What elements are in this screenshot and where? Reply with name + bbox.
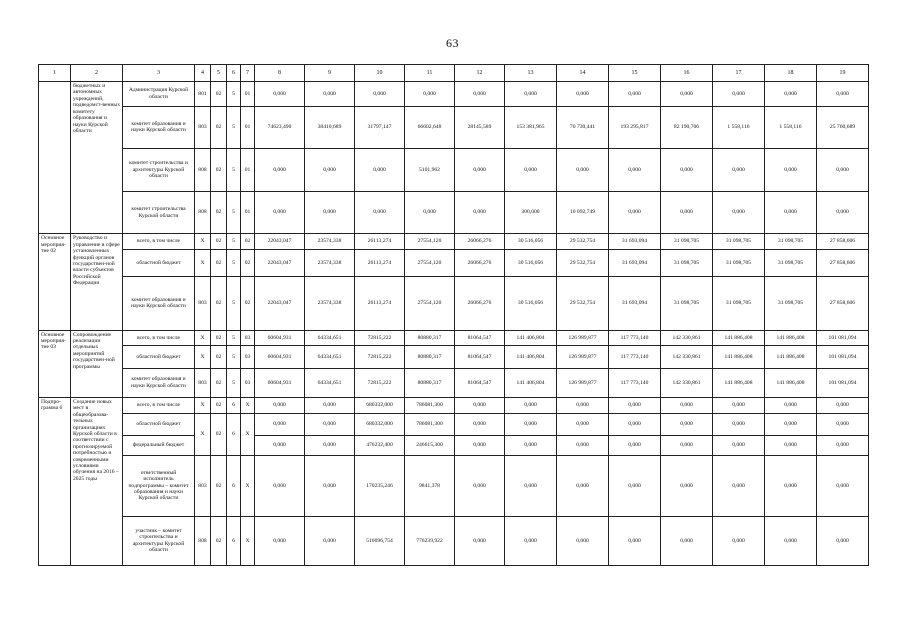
column-header: 10 [355, 65, 405, 82]
value-cell: 31 098,705 [661, 250, 713, 277]
source-cell: областной бюджет [123, 250, 195, 277]
value-cell: 0,000 [455, 435, 505, 455]
value-cell: 101 081,094 [817, 346, 869, 368]
value-cell: 60604,931 [255, 368, 305, 397]
value-cell: 0,000 [661, 456, 713, 517]
activity-code-cell: Основное мероприя-тие 02 [39, 234, 71, 330]
column-header: 19 [817, 65, 869, 82]
value-cell: 0,000 [713, 149, 765, 192]
value-cell: 0,000 [255, 413, 305, 435]
column-header: 11 [405, 65, 455, 82]
value-cell: 0,000 [455, 191, 505, 234]
value-cell: 31 098,705 [765, 234, 817, 250]
value-cell: 70 730,441 [557, 106, 609, 149]
value-cell: 0,000 [609, 149, 661, 192]
value-cell: 0,000 [817, 149, 869, 192]
value-cell: 0,000 [455, 413, 505, 435]
value-cell: 117 773,140 [609, 346, 661, 368]
value-cell: 6 [227, 397, 241, 413]
column-header: 16 [661, 65, 713, 82]
value-cell: 803 [195, 276, 211, 330]
value-cell: 246615,300 [405, 435, 455, 455]
source-cell: Администрация Курской области [123, 82, 195, 107]
value-cell: 02 [211, 368, 227, 397]
value-cell: 5 [227, 346, 241, 368]
value-cell: 81064,547 [455, 330, 505, 346]
value-cell: 31 098,705 [661, 234, 713, 250]
value-cell: 5101,962 [405, 149, 455, 192]
table-row [39, 276, 869, 330]
value-cell: 72815,222 [355, 368, 405, 397]
value-cell: 72815,222 [355, 346, 405, 368]
value-cell: X [195, 234, 211, 250]
value-cell: 74623,490 [255, 106, 305, 149]
value-cell: 141 406,804 [505, 368, 557, 397]
column-header: 17 [713, 65, 765, 82]
value-cell: 0,000 [609, 516, 661, 565]
value-cell: 29 532,754 [557, 276, 609, 330]
value-cell: 0,000 [255, 149, 305, 192]
value-cell: 0,000 [661, 397, 713, 413]
value-cell: 141 886,408 [713, 346, 765, 368]
activity-name-cell: бюджетных и автономных учреждений, подведомст-венных комитету образования и науки Курской области [71, 82, 123, 234]
value-cell: 0,000 [505, 413, 557, 435]
value-cell: 01 [241, 191, 255, 234]
value-cell: 29 532,754 [557, 234, 609, 250]
column-header: 4 [195, 65, 211, 82]
value-cell: 0,000 [817, 516, 869, 565]
value-cell: 29 532,754 [557, 250, 609, 277]
value-cell: 01 [241, 82, 255, 107]
value-cell: 786081,300 [405, 397, 455, 413]
value-cell: 0,000 [505, 82, 557, 107]
table-row [39, 149, 869, 192]
value-cell: 02 [241, 234, 255, 250]
value-cell: 0,000 [505, 397, 557, 413]
value-cell: 0,000 [557, 397, 609, 413]
value-cell: 0,000 [713, 516, 765, 565]
value-cell: 0,000 [255, 516, 305, 565]
value-cell: 0,000 [505, 149, 557, 192]
value-cell: 0,000 [713, 413, 765, 435]
table-row [39, 106, 869, 149]
activity-name-cell: Создание новых мест в общеобразова-тельных организациях Курской области в соответствии с прогнозируемой потребностью и современными условиями обучения на 2016 – 2025 годы [71, 397, 123, 565]
value-cell: 476232,400 [355, 435, 405, 455]
value-cell: 5 [227, 368, 241, 397]
value-cell: 02 [211, 456, 227, 517]
budget-table [38, 64, 869, 566]
value-cell: 01 [241, 149, 255, 192]
value-cell: 26066,276 [455, 250, 505, 277]
value-cell: 101 081,094 [817, 368, 869, 397]
value-cell: 66602,648 [405, 106, 455, 149]
value-cell: 31 098,705 [765, 250, 817, 277]
value-cell: 680332,000 [355, 397, 405, 413]
value-cell: 0,000 [609, 456, 661, 517]
source-cell: комитет строительства и архитектуры Курской области [123, 149, 195, 192]
code-cell: 6 [227, 413, 241, 456]
value-cell: 0,000 [405, 82, 455, 107]
value-cell: 141 886,408 [765, 368, 817, 397]
value-cell: 27554,120 [405, 276, 455, 330]
value-cell: 27 858,606 [817, 276, 869, 330]
value-cell: 0,000 [765, 456, 817, 517]
value-cell: 141 406,804 [505, 330, 557, 346]
value-cell: 0,000 [765, 516, 817, 565]
column-header: 6 [227, 65, 241, 82]
value-cell: 5 [227, 276, 241, 330]
value-cell: 02 [211, 82, 227, 107]
value-cell: 27554,120 [405, 234, 455, 250]
value-cell: 0,000 [255, 397, 305, 413]
value-cell: 0,000 [609, 397, 661, 413]
source-cell: участник – комитет строительства и архитектуры Курской области [123, 516, 195, 565]
value-cell: 0,000 [455, 516, 505, 565]
value-cell: 0,000 [557, 413, 609, 435]
value-cell: X [241, 397, 255, 413]
value-cell: 101 081,094 [817, 330, 869, 346]
value-cell: 10 092,749 [557, 191, 609, 234]
page-number: 63 [446, 36, 459, 50]
value-cell: 6 [227, 456, 241, 517]
value-cell: 0,000 [713, 435, 765, 455]
value-cell: 26066,276 [455, 234, 505, 250]
value-cell: 0,000 [765, 397, 817, 413]
value-cell: 72815,222 [355, 330, 405, 346]
value-cell: 786081,300 [405, 413, 455, 435]
column-header: 12 [455, 65, 505, 82]
table-row [39, 456, 869, 517]
value-cell: 0,000 [305, 191, 355, 234]
value-cell: 0,000 [661, 516, 713, 565]
value-cell: 117 773,140 [609, 368, 661, 397]
table-row [39, 413, 869, 435]
value-cell: 0,000 [305, 456, 355, 517]
source-cell: комитет строительства Курской области [123, 191, 195, 234]
value-cell: 801 [195, 82, 211, 107]
column-header: 18 [765, 65, 817, 82]
value-cell: 26113,274 [355, 250, 405, 277]
source-cell: ответственный исполнитель подпрограммы – комитет образования и науки Курской области [123, 456, 195, 517]
value-cell: 02 [211, 516, 227, 565]
value-cell: 142 330,861 [661, 330, 713, 346]
value-cell: 117 773,140 [609, 330, 661, 346]
value-cell: 193 295,817 [609, 106, 661, 149]
code-cell: X [241, 413, 255, 456]
column-header: 5 [211, 65, 227, 82]
value-cell: 170235,246 [355, 456, 405, 517]
value-cell: 5 [227, 250, 241, 277]
value-cell: 0,000 [661, 82, 713, 107]
value-cell: 808 [195, 149, 211, 192]
value-cell: 64334,651 [305, 346, 355, 368]
activity-code-cell [39, 82, 71, 234]
value-cell: 80880,317 [405, 330, 455, 346]
column-number-row [39, 65, 869, 82]
value-cell: 03 [241, 368, 255, 397]
value-cell: 02 [211, 346, 227, 368]
value-cell: 01 [241, 106, 255, 149]
source-cell: комитет образования и науки Курской области [123, 106, 195, 149]
value-cell: 31 098,705 [765, 276, 817, 330]
value-cell: 0,000 [305, 413, 355, 435]
value-cell: 02 [211, 250, 227, 277]
value-cell: 31 098,705 [713, 276, 765, 330]
value-cell: 6 [227, 516, 241, 565]
table-row [39, 250, 869, 277]
value-cell: 0,000 [817, 435, 869, 455]
value-cell: 0,000 [557, 456, 609, 517]
value-cell: 02 [211, 330, 227, 346]
value-cell: 0,000 [661, 413, 713, 435]
value-cell: 141 886,408 [713, 330, 765, 346]
value-cell: X [195, 250, 211, 277]
value-cell: 31 693,094 [609, 234, 661, 250]
value-cell: 02 [211, 149, 227, 192]
value-cell: 142 330,861 [661, 368, 713, 397]
value-cell: 0,000 [455, 149, 505, 192]
value-cell: 64334,651 [305, 368, 355, 397]
value-cell: 142 330,861 [661, 346, 713, 368]
value-cell: 0,000 [455, 82, 505, 107]
value-cell: 0,000 [765, 413, 817, 435]
value-cell: 25 760,689 [817, 106, 869, 149]
value-cell: 03 [241, 330, 255, 346]
value-cell: 02 [211, 276, 227, 330]
value-cell: 0,000 [817, 456, 869, 517]
value-cell: 0,000 [817, 82, 869, 107]
value-cell: 0,000 [765, 191, 817, 234]
value-cell: 0,000 [455, 397, 505, 413]
value-cell: 23574,338 [305, 250, 355, 277]
source-cell: областной бюджет [123, 413, 195, 435]
value-cell: 0,000 [505, 516, 557, 565]
value-cell: 0,000 [505, 456, 557, 517]
value-cell: 0,000 [609, 435, 661, 455]
source-cell: всего, в том числе [123, 397, 195, 413]
value-cell: 0,000 [817, 397, 869, 413]
code-cell: 02 [211, 413, 227, 456]
value-cell: 26066,276 [455, 276, 505, 330]
value-cell: 0,000 [713, 397, 765, 413]
value-cell: 0,000 [817, 413, 869, 435]
value-cell: 0,000 [609, 413, 661, 435]
value-cell: 0,000 [355, 149, 405, 192]
table-row [39, 330, 869, 346]
value-cell: 0,000 [765, 149, 817, 192]
column-header: 7 [241, 65, 255, 82]
value-cell: 0,000 [255, 456, 305, 517]
activity-name-cell: Руководство и управление в сфере установленных функций органов государствен-ной власти субъектов Российской Федерации [71, 234, 123, 330]
value-cell: 141 886,408 [765, 346, 817, 368]
value-cell: 60604,931 [255, 330, 305, 346]
value-cell: 80880,317 [405, 368, 455, 397]
value-cell: 30 516,056 [505, 250, 557, 277]
column-header: 8 [255, 65, 305, 82]
column-header: 13 [505, 65, 557, 82]
value-cell: 5 [227, 191, 241, 234]
code-cell: X [195, 413, 211, 456]
value-cell: 0,000 [765, 82, 817, 107]
value-cell: 126 989,877 [557, 330, 609, 346]
source-cell: всего, в том числе [123, 330, 195, 346]
value-cell: 27 858,606 [817, 250, 869, 277]
value-cell: 153 381,965 [505, 106, 557, 149]
value-cell: 80880,317 [405, 346, 455, 368]
value-cell: 0,000 [405, 191, 455, 234]
value-cell: 23574,338 [305, 276, 355, 330]
value-cell: 26113,274 [355, 276, 405, 330]
value-cell: 02 [241, 276, 255, 330]
value-cell: 0,000 [255, 82, 305, 107]
value-cell: 0,000 [557, 149, 609, 192]
value-cell: 0,000 [305, 149, 355, 192]
value-cell: 1 558,116 [713, 106, 765, 149]
value-cell: 0,000 [817, 191, 869, 234]
value-cell: 5 [227, 82, 241, 107]
value-cell: 22043,047 [255, 234, 305, 250]
value-cell: 0,000 [255, 435, 305, 455]
value-cell: X [195, 346, 211, 368]
table-row [39, 346, 869, 368]
value-cell: 0,000 [557, 516, 609, 565]
value-cell: 31 693,094 [609, 276, 661, 330]
value-cell: X [241, 516, 255, 565]
value-cell: X [195, 330, 211, 346]
value-cell: 31 098,705 [713, 234, 765, 250]
table-row [39, 234, 869, 250]
value-cell: 803 [195, 368, 211, 397]
table-row [39, 191, 869, 234]
value-cell: 23574,338 [305, 234, 355, 250]
value-cell: 82 190,706 [661, 106, 713, 149]
value-cell: 776239,922 [405, 516, 455, 565]
value-cell: 141 886,408 [765, 330, 817, 346]
column-header: 9 [305, 65, 355, 82]
value-cell: 0,000 [305, 397, 355, 413]
value-cell: 28145,589 [455, 106, 505, 149]
value-cell: 808 [195, 516, 211, 565]
source-cell: комитет образования и науки Курской области [123, 368, 195, 397]
value-cell: 0,000 [305, 82, 355, 107]
value-cell: 5 [227, 330, 241, 346]
value-cell: 0,000 [713, 456, 765, 517]
value-cell: 02 [211, 191, 227, 234]
value-cell: 81064,547 [455, 346, 505, 368]
value-cell: 0,000 [661, 435, 713, 455]
value-cell: X [195, 397, 211, 413]
value-cell: 126 989,877 [557, 368, 609, 397]
table-row [39, 516, 869, 565]
activity-name-cell: Сопровождение реализации отдельных мероприятий государствен-ной программы [71, 330, 123, 397]
value-cell: 510096,754 [355, 516, 405, 565]
value-cell: 0,000 [255, 191, 305, 234]
value-cell: 300,000 [505, 191, 557, 234]
source-cell: областной бюджет [123, 346, 195, 368]
value-cell: 0,000 [355, 82, 405, 107]
value-cell: 30 516,056 [505, 234, 557, 250]
value-cell: 0,000 [661, 149, 713, 192]
value-cell: 0,000 [765, 435, 817, 455]
value-cell: 0,000 [305, 435, 355, 455]
value-cell: 64334,651 [305, 330, 355, 346]
column-header: 1 [39, 65, 71, 82]
value-cell: 0,000 [713, 82, 765, 107]
value-cell: 27 858,606 [817, 234, 869, 250]
value-cell: 0,000 [713, 191, 765, 234]
value-cell: 1 558,116 [765, 106, 817, 149]
value-cell: 02 [241, 250, 255, 277]
value-cell: 803 [195, 106, 211, 149]
value-cell: 30 516,056 [505, 276, 557, 330]
activity-code-cell: Подпро-грамма 6 [39, 397, 71, 565]
table-row [39, 82, 869, 107]
value-cell: 03 [241, 346, 255, 368]
value-cell: 0,000 [661, 191, 713, 234]
value-cell: 5 [227, 234, 241, 250]
value-cell: 02 [211, 234, 227, 250]
value-cell: 126 989,877 [557, 346, 609, 368]
value-cell: 9841,378 [405, 456, 455, 517]
value-cell: 808 [195, 191, 211, 234]
table-row [39, 368, 869, 397]
source-cell: комитет образования и науки Курской области [123, 276, 195, 330]
value-cell: 141 406,804 [505, 346, 557, 368]
value-cell: 31 098,705 [713, 250, 765, 277]
value-cell: 60604,931 [255, 346, 305, 368]
value-cell: 22043,047 [255, 276, 305, 330]
value-cell: 0,000 [609, 191, 661, 234]
table-row [39, 435, 869, 455]
column-header: 2 [71, 65, 123, 82]
value-cell: 5 [227, 149, 241, 192]
column-header: 15 [609, 65, 661, 82]
value-cell: 0,000 [505, 435, 557, 455]
value-cell: 803 [195, 456, 211, 517]
value-cell: 0,000 [557, 435, 609, 455]
value-cell: 26113,274 [355, 234, 405, 250]
value-cell: 02 [211, 106, 227, 149]
source-cell: федеральный бюджет [123, 435, 195, 455]
activity-code-cell: Основное мероприя-тие 03 [39, 330, 71, 397]
value-cell: 38410,689 [305, 106, 355, 149]
value-cell: 31797,147 [355, 106, 405, 149]
value-cell: 27554,120 [405, 250, 455, 277]
value-cell: 0,000 [557, 82, 609, 107]
value-cell: 5 [227, 106, 241, 149]
value-cell: 81064,547 [455, 368, 505, 397]
value-cell: 680332,000 [355, 413, 405, 435]
value-cell: 02 [211, 397, 227, 413]
value-cell: X [241, 456, 255, 517]
value-cell: 0,000 [455, 456, 505, 517]
value-cell: 22043,047 [255, 250, 305, 277]
source-cell: всего, в том числе [123, 234, 195, 250]
column-header: 3 [123, 65, 195, 82]
value-cell: 0,000 [305, 516, 355, 565]
value-cell: 0,000 [609, 82, 661, 107]
value-cell: 31 098,705 [661, 276, 713, 330]
table-row [39, 397, 869, 413]
value-cell: 141 886,408 [713, 368, 765, 397]
value-cell: 31 693,094 [609, 250, 661, 277]
value-cell: 0,000 [355, 191, 405, 234]
column-header: 14 [557, 65, 609, 82]
